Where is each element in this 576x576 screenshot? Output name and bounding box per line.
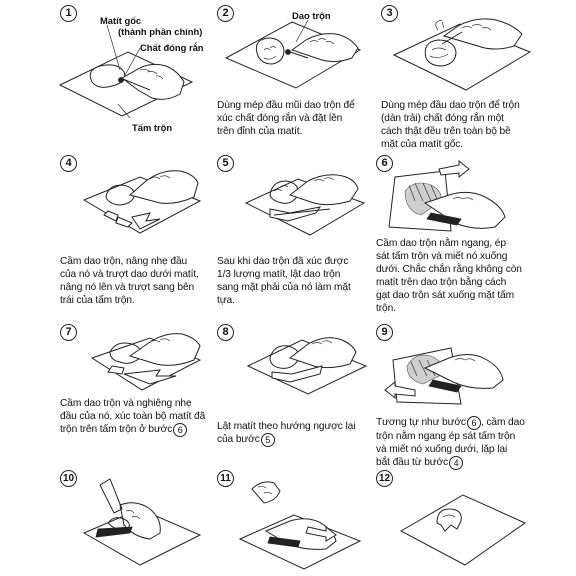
step-12-illustration — [375, 465, 576, 576]
step-number-3: 3 — [381, 5, 398, 22]
step-7-illustration — [0, 320, 210, 395]
step-number-12: 12 — [376, 470, 393, 487]
step-4-caption: Cầm dao trộn, nâng nhẹ đầu của nó và trượt dao dưới matít, nâng nó lên và trượt sang bên trái của tấm trộn. — [60, 256, 199, 307]
step-1 — [0, 0, 204, 150]
step-11 — [210, 465, 375, 576]
step-10 — [0, 465, 210, 576]
step-7-caption — [60, 397, 210, 437]
step-7-ref: 6 — [173, 423, 187, 437]
step-number-6: 6 — [376, 155, 393, 172]
step-6 — [375, 155, 576, 325]
step-4-illustration — [0, 155, 210, 250]
step-2 — [200, 0, 380, 150]
step-6-caption: Cầm dao trộn nằm ngang, ép sát tấm trộn và miết nó xuống dưới. Chắc chắn rằng không còn matít trên dao trộn bằng cách gạt dao trộn sát xuống mặt tấm trộn. — [376, 238, 522, 315]
step-2-caption: Dùng mép đầu mũi dao trộn để xúc chất đóng rắn và đặt lên trên đỉnh của matít. — [217, 100, 355, 138]
step-number-10: 10 — [60, 470, 77, 487]
step-number-9: 9 — [376, 324, 393, 341]
step-number-11: 11 — [217, 470, 234, 487]
step-5-illustration — [210, 155, 375, 250]
step-5 — [210, 155, 375, 320]
step-number-8: 8 — [217, 324, 234, 341]
arrow-icon — [439, 161, 469, 177]
label-chat-dong-ran: Chất đóng rắn — [140, 42, 204, 53]
step-8 — [210, 320, 375, 470]
step-8-illustration — [210, 320, 375, 395]
step-8-ref: 5 — [261, 433, 275, 447]
step-7-caption-text: Cầm dao trộn và nghiêng nhẹ đầu của nó, xúc toàn bộ matít đã trộn trên tấm trộn ở bước — [60, 398, 206, 436]
hardener-icon — [286, 50, 291, 55]
step-9-caption — [376, 416, 576, 470]
step-number-4: 4 — [60, 155, 77, 172]
step-9 — [375, 320, 576, 470]
label-matit-goc-sub: (thành phần chính) — [118, 26, 203, 37]
step-9-ref-2: 4 — [449, 456, 463, 470]
step-3-illustration — [380, 0, 576, 100]
step-11-illustration — [210, 465, 375, 576]
step-9-caption-tail: , cầm dao trộn nằm ngang ép sát tấm trộn và miết nó xuống dưới, lặp lại bắt đầu từ bước — [376, 417, 525, 469]
step-number-2: 2 — [217, 5, 234, 22]
step-3 — [380, 0, 576, 155]
step-8-caption — [217, 420, 377, 447]
step-8-caption-text: Lật matít theo hướng ngược lại của bước — [217, 421, 356, 446]
step-12 — [375, 465, 576, 576]
step-number-1: 1 — [60, 5, 77, 22]
step-2-illustration — [200, 0, 380, 100]
step-6-illustration — [375, 155, 576, 250]
label-tam-tron: Tấm trộn — [132, 122, 173, 133]
step-9-ref: 6 — [467, 416, 481, 430]
label-dao-tron: Dao trộn — [292, 10, 331, 21]
step-4 — [0, 155, 210, 320]
step-number-7: 7 — [60, 324, 77, 341]
step-10-illustration — [0, 465, 210, 576]
step-9-illustration — [375, 320, 576, 415]
step-3-caption: Dùng mép đầu dao trộn để trộn (dàn trải) chất đóng rắn một cách thật đều trên toàn bộ bề mặt của matít gốc. — [381, 100, 520, 151]
label-matit-goc: Matít gốc — [100, 15, 142, 26]
step-number-5: 5 — [217, 155, 234, 172]
mixing-board-icon — [401, 495, 525, 565]
step-5-caption: Sau khi dao trộn đã xúc được 1/3 lượng matít, lật dao trộn sang mặt phải của nó làm mặt tựa. — [217, 256, 351, 307]
step-9-caption-text: Tương tự như bước — [376, 417, 466, 428]
step-7 — [0, 320, 210, 470]
